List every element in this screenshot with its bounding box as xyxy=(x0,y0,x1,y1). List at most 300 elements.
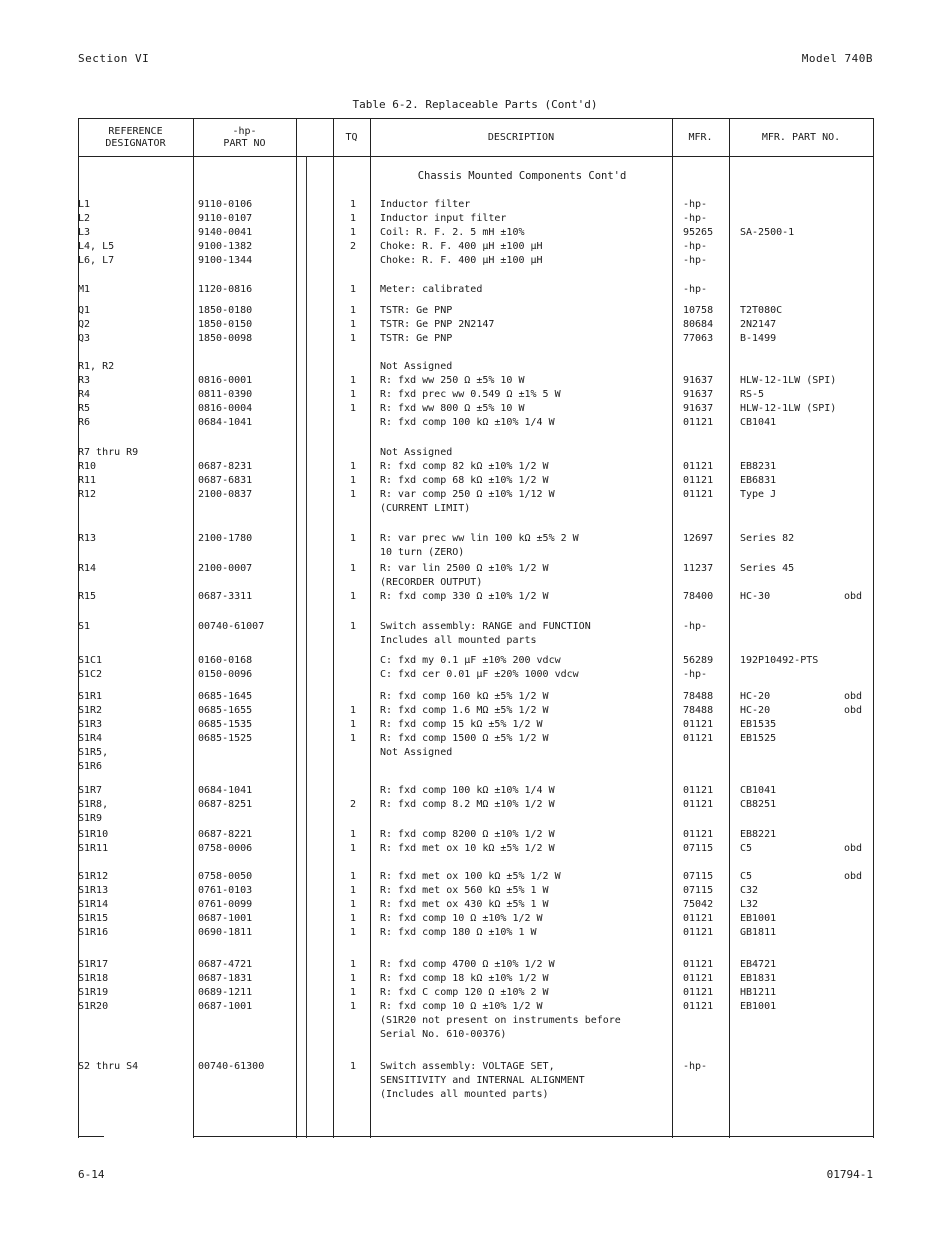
designator-cell: S1R11 xyxy=(78,843,109,854)
designator-cell: R10 xyxy=(78,461,97,472)
table-row xyxy=(78,590,874,604)
part-number-cell: 0690-1811 xyxy=(198,927,253,938)
quantity-cell: 1 xyxy=(349,959,357,970)
designator-cell: Q1 xyxy=(78,305,91,316)
manufacturer-cell: 07115 xyxy=(683,885,714,896)
table-row xyxy=(78,870,874,884)
manufacturer-cell: -hp- xyxy=(683,621,708,632)
table-row xyxy=(78,1000,874,1014)
mfr-part-number-cell: HB1211 xyxy=(740,987,777,998)
manufacturer-cell: -hp- xyxy=(683,241,708,252)
manufacturer-cell: 01121 xyxy=(683,829,714,840)
manufacturer-cell: 01121 xyxy=(683,799,714,810)
table-row xyxy=(78,842,874,856)
table-row xyxy=(78,318,874,332)
description-cell: R: fxd comp 82 kΩ ±10% 1/2 W xyxy=(380,461,549,472)
description-cell: R: fxd met ox 560 kΩ ±5% 1 W xyxy=(380,885,549,896)
quantity-cell: 1 xyxy=(349,475,357,486)
quantity-cell: 2 xyxy=(349,799,357,810)
part-number-cell: 2100-0837 xyxy=(198,489,253,500)
part-number-cell: 0150-0096 xyxy=(198,669,253,680)
description-cell: R: fxd comp 100 kΩ ±10% 1/4 W xyxy=(380,417,555,428)
table-row xyxy=(78,374,874,388)
subsection-heading: Chassis Mounted Components Cont'd xyxy=(417,170,627,182)
designator-cell: R15 xyxy=(78,591,97,602)
part-number-cell: 0816-0001 xyxy=(198,375,253,386)
designator-cell: R14 xyxy=(78,563,97,574)
quantity-cell: 1 xyxy=(349,987,357,998)
designator-cell: L3 xyxy=(78,227,91,238)
quantity-cell: 1 xyxy=(349,213,357,224)
quantity-cell: 1 xyxy=(349,389,357,400)
quantity-cell: 1 xyxy=(349,1061,357,1072)
table-row xyxy=(78,1028,874,1042)
part-number-cell: 0816-0004 xyxy=(198,403,253,414)
manufacturer-cell: 01121 xyxy=(683,785,714,796)
quantity-cell: 1 xyxy=(349,843,357,854)
mfr-part-number-cell: EB1001 xyxy=(740,913,777,924)
designator-cell: R12 xyxy=(78,489,97,500)
quantity-cell: 1 xyxy=(349,719,357,730)
table-row xyxy=(78,1074,874,1088)
part-number-cell: 0684-1041 xyxy=(198,785,253,796)
part-number-cell: 0687-1001 xyxy=(198,913,253,924)
table-row xyxy=(78,958,874,972)
table-row xyxy=(78,620,874,634)
mfr-part-number-cell: Series 82 xyxy=(740,533,795,544)
manufacturer-cell: 12697 xyxy=(683,533,714,544)
header-description: DESCRIPTION xyxy=(487,132,555,143)
description-cell: Inductor input filter xyxy=(380,213,507,224)
mfr-part-number-cell: T2T080C xyxy=(740,305,783,316)
designator-cell: S1R2 xyxy=(78,705,103,716)
manufacturer-cell: 01121 xyxy=(683,461,714,472)
manufacturer-cell: 91637 xyxy=(683,375,714,386)
manufacturer-cell: 01121 xyxy=(683,913,714,924)
part-number-cell: 0811-0390 xyxy=(198,389,253,400)
header-mfr: MFR. xyxy=(688,132,713,143)
table-row xyxy=(78,986,874,1000)
mfr-part-number-cell: 2N2147 xyxy=(740,319,777,330)
manufacturer-cell: 91637 xyxy=(683,403,714,414)
description-cell: R: var comp 250 Ω ±10% 1/12 W xyxy=(380,489,555,500)
table-row xyxy=(78,212,874,226)
part-number-cell: 0685-1535 xyxy=(198,719,253,730)
mfr-part-number-cell: B-1499 xyxy=(740,333,777,344)
designator-cell: S1R13 xyxy=(78,885,109,896)
quantity-cell: 1 xyxy=(349,927,357,938)
header-mfr-part-no: MFR. PART NO. xyxy=(761,132,841,143)
mfr-part-number-cell: CB1041 xyxy=(740,417,777,428)
description-cell: Not Assigned xyxy=(380,361,453,372)
table-row xyxy=(78,502,874,516)
table-row xyxy=(78,283,874,297)
section-label: Section VI xyxy=(78,52,150,65)
part-number-cell: 0687-3311 xyxy=(198,591,253,602)
manufacturer-cell: 77063 xyxy=(683,333,714,344)
part-number-cell: 2100-1780 xyxy=(198,533,253,544)
quantity-cell: 1 xyxy=(349,305,357,316)
quantity-cell: 1 xyxy=(349,403,357,414)
description-cell: R: fxd comp 1.6 MΩ ±5% 1/2 W xyxy=(380,705,549,716)
designator-cell: S1R8, xyxy=(78,799,109,810)
designator-cell: S1R18 xyxy=(78,973,109,984)
manufacturer-cell: 01121 xyxy=(683,973,714,984)
description-cell: Includes all mounted parts xyxy=(380,635,537,646)
quantity-cell: 1 xyxy=(349,227,357,238)
manufacturer-cell: 80684 xyxy=(683,319,714,330)
table-row xyxy=(78,332,874,346)
description-cell: Switch assembly: VOLTAGE SET, xyxy=(380,1061,555,1072)
description-cell: R: fxd C comp 120 Ω ±10% 2 W xyxy=(380,987,549,998)
designator-cell: S1R19 xyxy=(78,987,109,998)
quantity-cell: 1 xyxy=(349,591,357,602)
description-cell: R: fxd met ox 430 kΩ ±5% 1 W xyxy=(380,899,549,910)
table-row xyxy=(78,718,874,732)
designator-cell: R6 xyxy=(78,417,91,428)
manufacturer-cell: 75042 xyxy=(683,899,714,910)
description-cell: R: fxd comp 10 Ω ±10% 1/2 W xyxy=(380,913,543,924)
description-cell: R: fxd comp 1500 Ω ±5% 1/2 W xyxy=(380,733,549,744)
table-row xyxy=(78,416,874,430)
manufacturer-cell: 95265 xyxy=(683,227,714,238)
quantity-cell: 1 xyxy=(349,199,357,210)
manufacturer-cell: 78400 xyxy=(683,591,714,602)
table-row xyxy=(78,304,874,318)
designator-cell: S1R12 xyxy=(78,871,109,882)
part-number-cell: 0758-0006 xyxy=(198,843,253,854)
description-cell: Coil: R. F. 2. 5 mH ±10% xyxy=(380,227,525,238)
table-row xyxy=(78,474,874,488)
table-body xyxy=(78,118,874,1138)
note-cell: obd xyxy=(844,591,863,602)
manufacturer-cell: 01121 xyxy=(683,417,714,428)
description-cell: R: fxd met ox 10 kΩ ±5% 1/2 W xyxy=(380,843,555,854)
parts-table xyxy=(78,118,874,1138)
part-number-cell: 1850-0150 xyxy=(198,319,253,330)
table-row xyxy=(78,732,874,746)
description-cell: R: fxd comp 18 kΩ ±10% 1/2 W xyxy=(380,973,549,984)
designator-cell: S2 thru S4 xyxy=(78,1061,139,1072)
description-cell: R: fxd comp 160 kΩ ±5% 1/2 W xyxy=(380,691,549,702)
table-row xyxy=(78,446,874,460)
table-row xyxy=(78,654,874,668)
table-row xyxy=(78,1088,874,1102)
model-label: Model 740B xyxy=(801,52,873,65)
quantity-cell: 1 xyxy=(349,973,357,984)
quantity-cell: 1 xyxy=(349,871,357,882)
manufacturer-cell: 01121 xyxy=(683,489,714,500)
part-number-cell: 0687-1001 xyxy=(198,1001,253,1012)
description-cell: Not Assigned xyxy=(380,447,453,458)
table-row xyxy=(78,784,874,798)
page-number: 6-14 xyxy=(78,1168,105,1181)
description-cell: TSTR: Ge PNP xyxy=(380,305,453,316)
description-cell: Serial No. 610-00376) xyxy=(380,1029,507,1040)
mfr-part-number-cell: EB8231 xyxy=(740,461,777,472)
mfr-part-number-cell: C5 xyxy=(740,871,753,882)
manufacturer-cell: 01121 xyxy=(683,959,714,970)
mfr-part-number-cell: C32 xyxy=(740,885,759,896)
part-number-cell: 9110-0107 xyxy=(198,213,253,224)
manufacturer-cell: -hp- xyxy=(683,255,708,266)
manufacturer-cell: 01121 xyxy=(683,987,714,998)
table-row xyxy=(78,198,874,212)
description-cell: Inductor filter xyxy=(380,199,471,210)
description-cell: R: fxd comp 330 Ω ±10% 1/2 W xyxy=(380,591,549,602)
description-cell: (S1R20 not present on instruments before xyxy=(380,1015,621,1026)
part-number-cell: 0761-0103 xyxy=(198,885,253,896)
table-row xyxy=(78,668,874,682)
description-cell: R: fxd ww 800 Ω ±5% 10 W xyxy=(380,403,525,414)
mfr-part-number-cell: GB1811 xyxy=(740,927,777,938)
table-row xyxy=(78,532,874,546)
quantity-cell: 1 xyxy=(349,885,357,896)
header-designator: REFERENCE DESIGNATOR xyxy=(105,126,166,149)
table-row xyxy=(78,360,874,374)
mfr-part-number-cell: CB8251 xyxy=(740,799,777,810)
table-row xyxy=(78,488,874,502)
designator-cell: R5 xyxy=(78,403,91,414)
description-cell: R: fxd comp 15 kΩ ±5% 1/2 W xyxy=(380,719,543,730)
designator-cell: S1C2 xyxy=(78,669,103,680)
quantity-cell: 1 xyxy=(349,829,357,840)
mfr-part-number-cell: HC-30 xyxy=(740,591,771,602)
designator-cell: R3 xyxy=(78,375,91,386)
designator-cell: S1R17 xyxy=(78,959,109,970)
part-number-cell: 0687-4721 xyxy=(198,959,253,970)
mfr-part-number-cell: RS-5 xyxy=(740,389,765,400)
quantity-cell: 1 xyxy=(349,563,357,574)
header-qty: TQ xyxy=(345,132,358,143)
designator-cell: L6, L7 xyxy=(78,255,115,266)
table-row xyxy=(78,798,874,812)
table-row xyxy=(78,226,874,240)
quantity-cell: 1 xyxy=(349,733,357,744)
manufacturer-cell: 01121 xyxy=(683,733,714,744)
description-cell: (Includes all mounted parts) xyxy=(380,1089,549,1100)
manufacturer-cell: 01121 xyxy=(683,719,714,730)
table-row xyxy=(78,1060,874,1074)
description-cell: TSTR: Ge PNP xyxy=(380,333,453,344)
designator-cell: S1R10 xyxy=(78,829,109,840)
table-row xyxy=(78,402,874,416)
quantity-cell: 1 xyxy=(349,333,357,344)
table-row xyxy=(78,1014,874,1028)
table-row xyxy=(78,812,874,826)
designator-cell: R4 xyxy=(78,389,91,400)
table-row xyxy=(78,828,874,842)
manufacturer-cell: 01121 xyxy=(683,475,714,486)
description-cell: Not Assigned xyxy=(380,747,453,758)
designator-cell: S1R20 xyxy=(78,1001,109,1012)
designator-cell: S1R16 xyxy=(78,927,109,938)
part-number-cell: 1850-0098 xyxy=(198,333,253,344)
part-number-cell: 0687-8221 xyxy=(198,829,253,840)
table-row xyxy=(78,254,874,268)
part-number-cell: 0758-0050 xyxy=(198,871,253,882)
manufacturer-cell: 56289 xyxy=(683,655,714,666)
part-number-cell: 1850-0180 xyxy=(198,305,253,316)
part-number-cell: 0761-0099 xyxy=(198,899,253,910)
manufacturer-cell: 91637 xyxy=(683,389,714,400)
part-number-cell: 0685-1525 xyxy=(198,733,253,744)
table-row xyxy=(78,884,874,898)
description-cell: 10 turn (ZERO) xyxy=(380,547,465,558)
mfr-part-number-cell: HC-20 xyxy=(740,691,771,702)
manufacturer-cell: -hp- xyxy=(683,199,708,210)
description-cell: R: fxd comp 8200 Ω ±10% 1/2 W xyxy=(380,829,555,840)
part-number-cell: 0685-1645 xyxy=(198,691,253,702)
quantity-cell: 1 xyxy=(349,284,357,295)
quantity-cell: 1 xyxy=(349,899,357,910)
part-number-cell: 0687-8231 xyxy=(198,461,253,472)
manufacturer-cell: 01121 xyxy=(683,1001,714,1012)
part-number-cell: 00740-61007 xyxy=(198,621,265,632)
mfr-part-number-cell: Series 45 xyxy=(740,563,795,574)
part-number-cell: 00740-61300 xyxy=(198,1061,265,1072)
part-number-cell: 1120-0816 xyxy=(198,284,253,295)
table-row xyxy=(78,634,874,648)
designator-cell: M1 xyxy=(78,284,91,295)
mfr-part-number-cell: SA-2500-1 xyxy=(740,227,795,238)
header-part-no: -hp- PART NO xyxy=(223,126,266,149)
mfr-part-number-cell: EB1535 xyxy=(740,719,777,730)
quantity-cell: 1 xyxy=(349,319,357,330)
designator-cell: S1R9 xyxy=(78,813,103,824)
table-row xyxy=(78,562,874,576)
part-number-cell: 0687-8251 xyxy=(198,799,253,810)
mfr-part-number-cell: EB4721 xyxy=(740,959,777,970)
quantity-cell: 2 xyxy=(349,241,357,252)
part-number-cell: 9100-1382 xyxy=(198,241,253,252)
part-number-cell: 0687-6831 xyxy=(198,475,253,486)
manufacturer-cell: 07115 xyxy=(683,871,714,882)
mfr-part-number-cell: EB1831 xyxy=(740,973,777,984)
table-row xyxy=(78,746,874,760)
designator-cell: S1C1 xyxy=(78,655,103,666)
description-cell: C: fxd my 0.1 μF ±10% 200 vdcw xyxy=(380,655,561,666)
part-number-cell: 0689-1211 xyxy=(198,987,253,998)
table-row xyxy=(78,690,874,704)
table-row xyxy=(78,546,874,560)
mfr-part-number-cell: EB6831 xyxy=(740,475,777,486)
mfr-part-number-cell: L32 xyxy=(740,899,759,910)
manufacturer-cell: 07115 xyxy=(683,843,714,854)
table-row xyxy=(78,912,874,926)
mfr-part-number-cell: HLW-12-1LW (SPI) xyxy=(740,375,837,386)
description-cell: R: fxd prec ww 0.549 Ω ±1% 5 W xyxy=(380,389,561,400)
designator-cell: R1, R2 xyxy=(78,361,115,372)
designator-cell: S1R7 xyxy=(78,785,103,796)
manufacturer-cell: 01121 xyxy=(683,927,714,938)
quantity-cell: 1 xyxy=(349,913,357,924)
table-row xyxy=(78,388,874,402)
description-cell: Choke: R. F. 400 μH ±100 μH xyxy=(380,255,543,266)
mfr-part-number-cell: HC-20 xyxy=(740,705,771,716)
description-cell: C: fxd cer 0.01 μF ±20% 1000 vdcw xyxy=(380,669,579,680)
description-cell: R: fxd comp 10 Ω ±10% 1/2 W xyxy=(380,1001,543,1012)
part-number-cell: 0684-1041 xyxy=(198,417,253,428)
description-cell: TSTR: Ge PNP 2N2147 xyxy=(380,319,495,330)
description-cell: R: fxd ww 250 Ω ±5% 10 W xyxy=(380,375,525,386)
mfr-part-number-cell: EB1001 xyxy=(740,1001,777,1012)
part-number-cell: 2100-0007 xyxy=(198,563,253,574)
manufacturer-cell: 10758 xyxy=(683,305,714,316)
designator-cell: S1R15 xyxy=(78,913,109,924)
mfr-part-number-cell: EB1525 xyxy=(740,733,777,744)
designator-cell: R11 xyxy=(78,475,97,486)
designator-cell: R13 xyxy=(78,533,97,544)
designator-cell: S1R14 xyxy=(78,899,109,910)
table-row xyxy=(78,240,874,254)
table-row xyxy=(78,460,874,474)
part-number-cell: 9140-0041 xyxy=(198,227,253,238)
description-cell: R: var lin 2500 Ω ±10% 1/2 W xyxy=(380,563,549,574)
mfr-part-number-cell: 192P10492-PTS xyxy=(740,655,819,666)
designator-cell: Q3 xyxy=(78,333,91,344)
mfr-part-number-cell: HLW-12-1LW (SPI) xyxy=(740,403,837,414)
part-number-cell: 0687-1831 xyxy=(198,973,253,984)
quantity-cell: 1 xyxy=(349,375,357,386)
description-cell: R: fxd comp 180 Ω ±10% 1 W xyxy=(380,927,537,938)
quantity-cell: 1 xyxy=(349,1001,357,1012)
description-cell: (CURRENT LIMIT) xyxy=(380,503,471,514)
note-cell: obd xyxy=(844,871,863,882)
quantity-cell: 1 xyxy=(349,533,357,544)
manufacturer-cell: 78488 xyxy=(683,705,714,716)
manufacturer-cell: 78488 xyxy=(683,691,714,702)
quantity-cell: 1 xyxy=(349,705,357,716)
description-cell: Switch assembly: RANGE and FUNCTION xyxy=(380,621,591,632)
description-cell: R: fxd comp 4700 Ω ±10% 1/2 W xyxy=(380,959,555,970)
document-code: 01794-1 xyxy=(826,1168,873,1181)
table-row xyxy=(78,972,874,986)
designator-cell: S1R1 xyxy=(78,691,103,702)
quantity-cell: 1 xyxy=(349,461,357,472)
manufacturer-cell: -hp- xyxy=(683,669,708,680)
designator-cell: L2 xyxy=(78,213,91,224)
part-number-cell: 9100-1344 xyxy=(198,255,253,266)
designator-cell: S1R3 xyxy=(78,719,103,730)
part-number-cell: 0160-0168 xyxy=(198,655,253,666)
description-cell: R: fxd comp 8.2 MΩ ±10% 1/2 W xyxy=(380,799,555,810)
table-row xyxy=(78,704,874,718)
table-row xyxy=(78,898,874,912)
designator-cell: S1R6 xyxy=(78,761,103,772)
table-row xyxy=(78,760,874,774)
description-cell: (RECORDER OUTPUT) xyxy=(380,577,483,588)
manufacturer-cell: 11237 xyxy=(683,563,714,574)
description-cell: R: var prec ww lin 100 kΩ ±5% 2 W xyxy=(380,533,579,544)
designator-cell: S1R5, xyxy=(78,747,109,758)
note-cell: obd xyxy=(844,691,863,702)
description-cell: Meter: calibrated xyxy=(380,284,483,295)
part-number-cell: 0685-1655 xyxy=(198,705,253,716)
description-cell: R: fxd comp 68 kΩ ±10% 1/2 W xyxy=(380,475,549,486)
manufacturer-cell: -hp- xyxy=(683,284,708,295)
mfr-part-number-cell: C5 xyxy=(740,843,753,854)
description-cell: Choke: R. F. 400 μH ±100 μH xyxy=(380,241,543,252)
mfr-part-number-cell: CB1041 xyxy=(740,785,777,796)
mfr-part-number-cell: Type J xyxy=(740,489,777,500)
description-cell: R: fxd comp 100 kΩ ±10% 1/4 W xyxy=(380,785,555,796)
manufacturer-cell: -hp- xyxy=(683,1061,708,1072)
table-row xyxy=(78,926,874,940)
designator-cell: L4, L5 xyxy=(78,241,115,252)
designator-cell: S1R4 xyxy=(78,733,103,744)
note-cell: obd xyxy=(844,843,863,854)
